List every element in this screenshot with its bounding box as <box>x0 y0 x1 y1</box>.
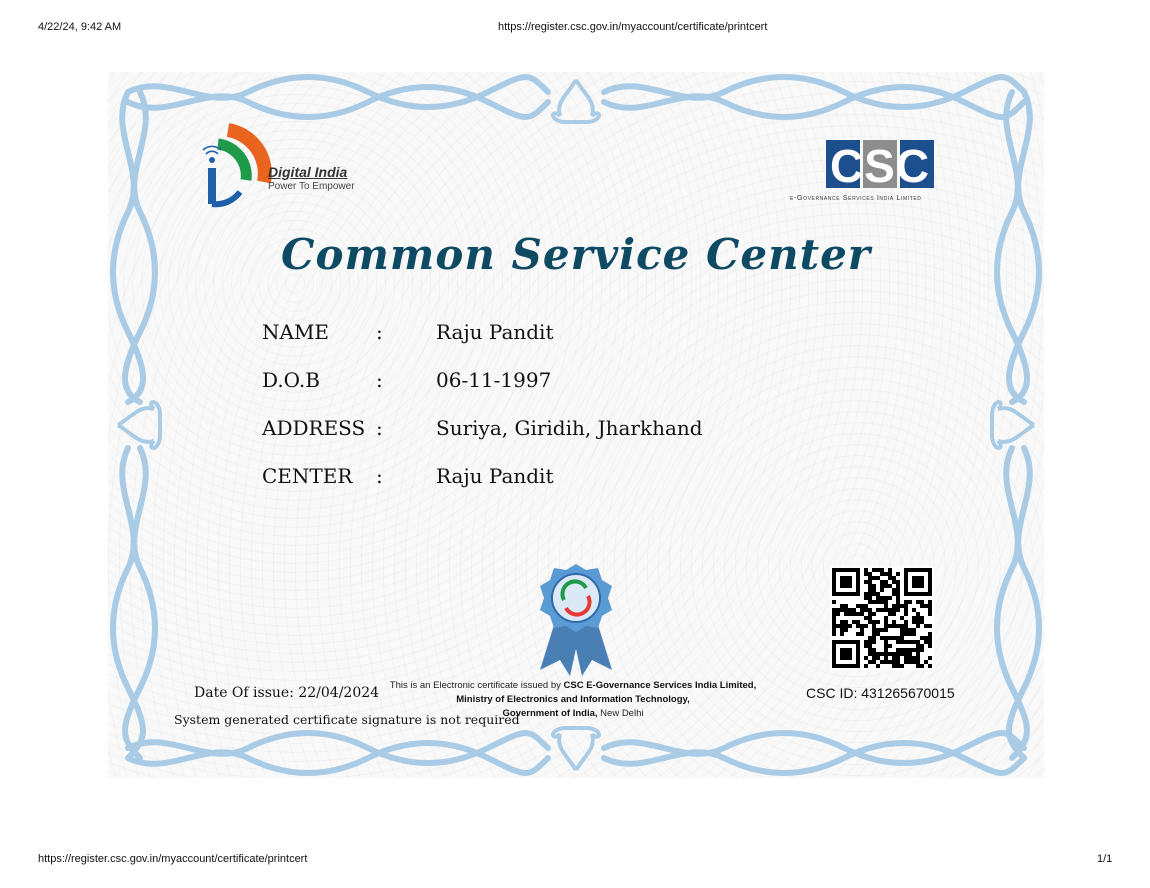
issuer-line3-bold: Government of India, <box>502 708 598 719</box>
field-label: ADDRESS <box>262 416 366 440</box>
print-header-datetime: 4/22/24, 9:42 AM <box>38 21 122 33</box>
field-value: Raju Pandit <box>436 320 554 344</box>
digital-india-logo-icon <box>203 130 265 204</box>
issuer-line2-bold: Ministry of Electronics and Information Technology, <box>456 694 690 705</box>
certificate-title: Common Service Center <box>281 230 871 279</box>
print-footer-url: https://register.csc.gov.in/myaccount/certificate/printcert <box>38 853 308 865</box>
digital-india-tagline: Power To Empower <box>268 181 355 192</box>
qr-code-icon <box>830 566 934 670</box>
issuer-statement <box>373 679 773 721</box>
field-value: Raju Pandit <box>436 464 554 488</box>
signature-note: System generated certificate signature is not required <box>174 712 520 727</box>
date-of-issue: Date Of issue: 22/04/2024 <box>194 685 380 701</box>
field-colon: : <box>376 416 383 440</box>
field-value: Suriya, Giridih, Jharkhand <box>436 416 703 440</box>
field-colon: : <box>376 320 383 344</box>
issuer-line1-bold: CSC E-Governance Services India Limited, <box>563 680 757 691</box>
print-header-url: https://register.csc.gov.in/myaccount/certificate/printcert <box>498 21 768 33</box>
field-label: CENTER <box>262 464 353 488</box>
issuer-line1-prefix: This is an Electronic certificate issued by <box>389 680 561 691</box>
csc-logo-icon <box>826 140 934 192</box>
field-label: D.O.B <box>262 368 320 392</box>
field-label: NAME <box>262 320 330 344</box>
certificate <box>108 72 1044 778</box>
field-colon: : <box>376 464 383 488</box>
award-badge-icon <box>540 564 612 676</box>
csc-logo-subtitle: e-Governance Services India Limited <box>790 193 922 202</box>
csc-id: CSC ID: 431265670015 <box>806 685 955 701</box>
field-colon: : <box>376 368 383 392</box>
svg-text:CSC: CSC <box>829 140 931 192</box>
digital-india-wordmark <box>268 164 355 192</box>
field-value: 06-11-1997 <box>436 368 552 392</box>
issuer-line3-rest: New Delhi <box>600 708 644 719</box>
digital-india-title: Digital India <box>268 164 348 180</box>
print-footer-page: 1/1 <box>1097 853 1113 865</box>
